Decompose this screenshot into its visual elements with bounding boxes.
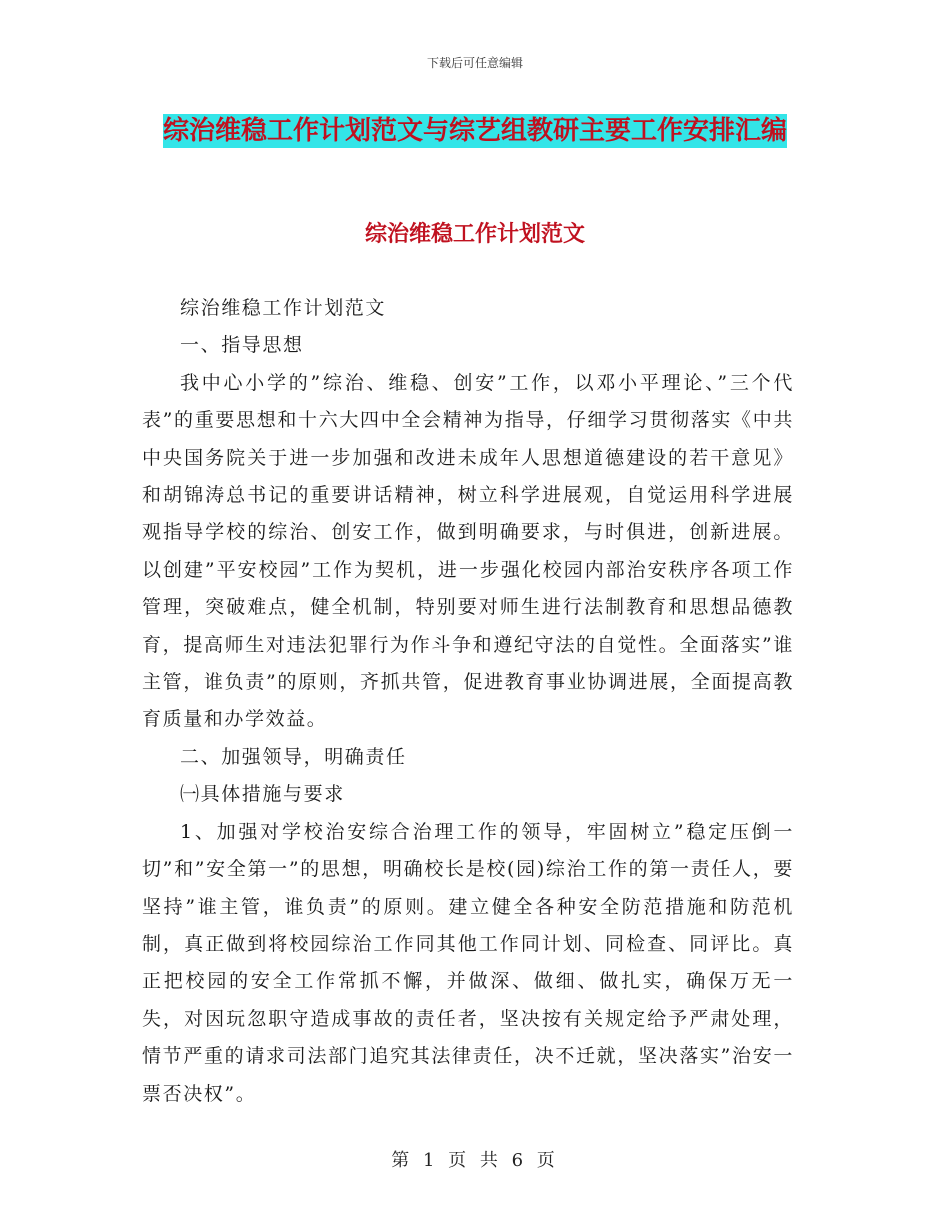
paragraph: 我中心小学的”综治、维稳、创安”工作，以邓小平理论、”三个代表”的重要思想和十六大四中全会精神为指导，仔细学习贯彻落实《中共中央国务院关于进一步加强和改进未成年人思想道德建设的若干意见》和胡锦涛总书记的重要讲话精神，树立科学进展观，自觉运用科学进展观指导学校的综治、创安工作，做到明确要求，与时俱进，创新进展。以创建”平安校园”工作为契机，进一步强化校园内部治安秩序各项工作管理，突破难点，健全机制，特别要对师生进行法制教育和思想品德教育，提高师生对违法犯罪行为作斗争和遵纪守法的自觉性。全面落实”谁主管，谁负责”的原则，齐抓共管，促进教育事业协调进展，全面提高教育质量和办学效益。: [142, 371, 794, 731]
document-title-text: 综治维稳工作计划范文与综艺组教研主要工作安排汇编: [162, 116, 787, 146]
document-body: [142, 290, 794, 1113]
page-number: 第 1 页 共 6 页: [391, 1150, 559, 1171]
header-note: 下载后可任意编辑: [426, 56, 523, 70]
paragraph: 二、加强领导，明确责任: [180, 745, 407, 768]
paragraph: ㈠具体措施与要求: [180, 783, 345, 806]
document-title: [120, 108, 830, 154]
section-title: 综治维稳工作计划范文: [364, 221, 585, 247]
paragraph: 综治维稳工作计划范文: [180, 297, 387, 319]
paragraph: 1、加强对学校治安综合治理工作的领导，牢固树立”稳定压倒一切”和”安全第一”的思想，明确校长是校(园)综治工作的第一责任人，要坚持”谁主管，谁负责”的原则。建立健全各种安全防范措施和防范机制，真正做到将校园综治工作同其他工作同计划、同检查、同评比。真正把校园的安全工作常抓不懈，并做深、做细、做扎实，确保万无一失，对因玩忽职守造成事故的责任者，坚决按有关规定给予严肃处理，情节严重的请求司法部门追究其法律责任，决不迁就，坚决落实”治安一票否决权”。: [142, 820, 794, 1105]
paragraph: 一、指导思想: [180, 334, 304, 357]
